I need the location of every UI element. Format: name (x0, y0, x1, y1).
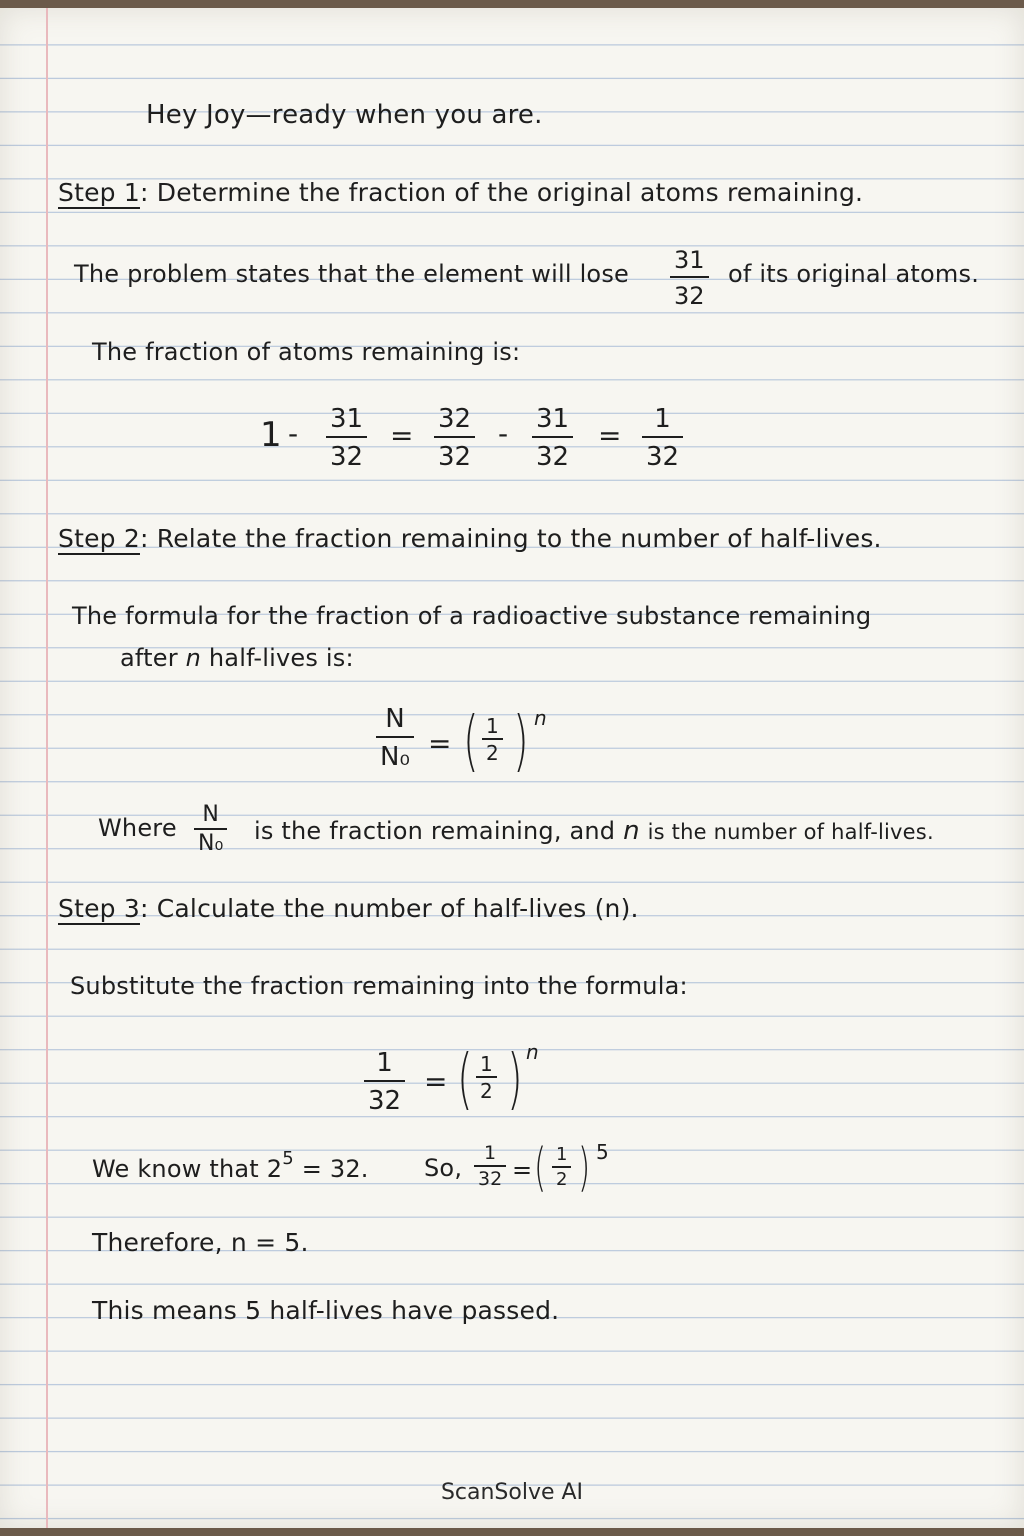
step1-line2: The fraction of atoms remaining is: (92, 338, 521, 366)
notebook-page (0, 8, 1024, 1528)
so-close-paren: ) (578, 1138, 591, 1198)
fraction-numerator: 1 (376, 1048, 393, 1078)
step1-title: : Determine the fraction of the original atoms remaining. (139, 178, 864, 207)
formula-rhs-fraction (482, 716, 503, 763)
know-rest: = 32. (301, 1155, 369, 1183)
fraction-numerator: 1 (654, 404, 671, 434)
margin-line (46, 8, 48, 1528)
fraction-denominator: N₀ (198, 831, 224, 856)
step2-title: : Relate the fraction remaining to the number of half-lives. (139, 524, 882, 553)
so-exponent: 5 (596, 1140, 609, 1164)
step2-line1: The formula for the fraction of a radioactive substance remaining (72, 602, 872, 630)
variable-n: n (185, 644, 202, 672)
formula-equals: = (428, 727, 452, 760)
step3-close-paren: ) (507, 1040, 523, 1117)
know-exponent: 5 (282, 1148, 294, 1169)
step2-line2 (120, 646, 354, 670)
step3-exponent: n (526, 1040, 539, 1064)
so-open-paren: ( (534, 1138, 547, 1198)
step2-heading (58, 526, 882, 551)
where-after: is the number of half-lives. (647, 820, 934, 844)
so-text: So, (424, 1154, 463, 1182)
step3-label: Step 3 (58, 894, 140, 923)
so-lhs-fraction (474, 1144, 506, 1189)
footer-brand: ScanSolve AI (440, 1480, 584, 1505)
fraction-numerator: 31 (536, 404, 570, 434)
so-equals: = (512, 1156, 533, 1184)
fraction-numerator: 1 (486, 714, 499, 738)
where-fraction (194, 804, 227, 855)
where-rest (254, 818, 934, 844)
fraction-denominator: 32 (478, 1168, 503, 1190)
fraction-numerator: 1 (480, 1052, 493, 1076)
fraction-numerator: N (385, 704, 405, 734)
eq-minus-2: - (498, 417, 509, 450)
formula-open-paren: ( (463, 702, 479, 779)
eq-fraction-1-32 (642, 406, 683, 470)
eq-minus-1: - (288, 417, 299, 450)
formula-lhs-fraction (376, 706, 414, 770)
fraction-numerator: N (202, 802, 219, 827)
step3-open-paren: ( (457, 1040, 473, 1117)
know-line (92, 1148, 369, 1183)
where-mid: is the fraction remaining, and (254, 817, 616, 845)
fraction-denominator: 32 (368, 1086, 402, 1116)
fraction-numerator: 31 (674, 246, 705, 274)
step1-line1-after: of its original atoms. (728, 260, 980, 288)
formula-close-paren: ) (513, 702, 529, 779)
fraction-numerator: 1 (556, 1144, 568, 1165)
formula-exponent: n (534, 706, 547, 730)
eq-fraction-31-32 (326, 406, 367, 470)
step1-heading (58, 180, 863, 205)
therefore-line: Therefore, n = 5. (92, 1228, 309, 1257)
fraction-denominator: 32 (674, 282, 705, 310)
step3-equals: = (424, 1065, 448, 1098)
fraction-numerator: 32 (438, 404, 472, 434)
fraction-denominator: 32 (330, 442, 364, 472)
eq-equals-2: = (598, 419, 622, 452)
conclusion-line: This means 5 half-lives have passed. (92, 1296, 560, 1325)
step3-heading (58, 896, 639, 921)
fraction-denominator: 2 (480, 1079, 493, 1103)
know-text: We know that 2 (92, 1155, 283, 1183)
step2-label: Step 2 (58, 524, 140, 553)
step1-line1-before: The problem states that the element will lose (74, 260, 629, 288)
eq-fraction-32-32 (434, 406, 475, 470)
eq-fraction-31-32-b (532, 406, 573, 470)
step1-line1-fraction (670, 248, 709, 308)
variable-n: n (623, 816, 640, 846)
step2-line2-before: after (120, 644, 178, 672)
step3-title: : Calculate the number of half-lives (n). (139, 894, 639, 923)
step1-label: Step 1 (58, 178, 140, 207)
eq-one: 1 (260, 415, 282, 455)
so-rhs-fraction (552, 1146, 571, 1189)
fraction-denominator: 32 (536, 442, 570, 472)
step3-line1: Substitute the fraction remaining into the formula: (70, 972, 688, 1000)
step2-line2-after: half-lives is: (208, 644, 354, 672)
eq-equals-1: = (390, 419, 414, 452)
fraction-denominator: 2 (556, 1169, 568, 1190)
where-before: Where (98, 814, 177, 842)
greeting: Hey Joy—ready when you are. (146, 100, 543, 130)
fraction-denominator: N₀ (380, 742, 410, 772)
fraction-denominator: 32 (438, 442, 472, 472)
fraction-numerator: 31 (330, 404, 364, 434)
step3-rhs-fraction (476, 1054, 497, 1101)
fraction-numerator: 1 (484, 1142, 497, 1164)
fraction-denominator: 2 (486, 741, 499, 765)
step3-lhs-fraction (364, 1050, 405, 1114)
fraction-denominator: 32 (646, 442, 680, 472)
